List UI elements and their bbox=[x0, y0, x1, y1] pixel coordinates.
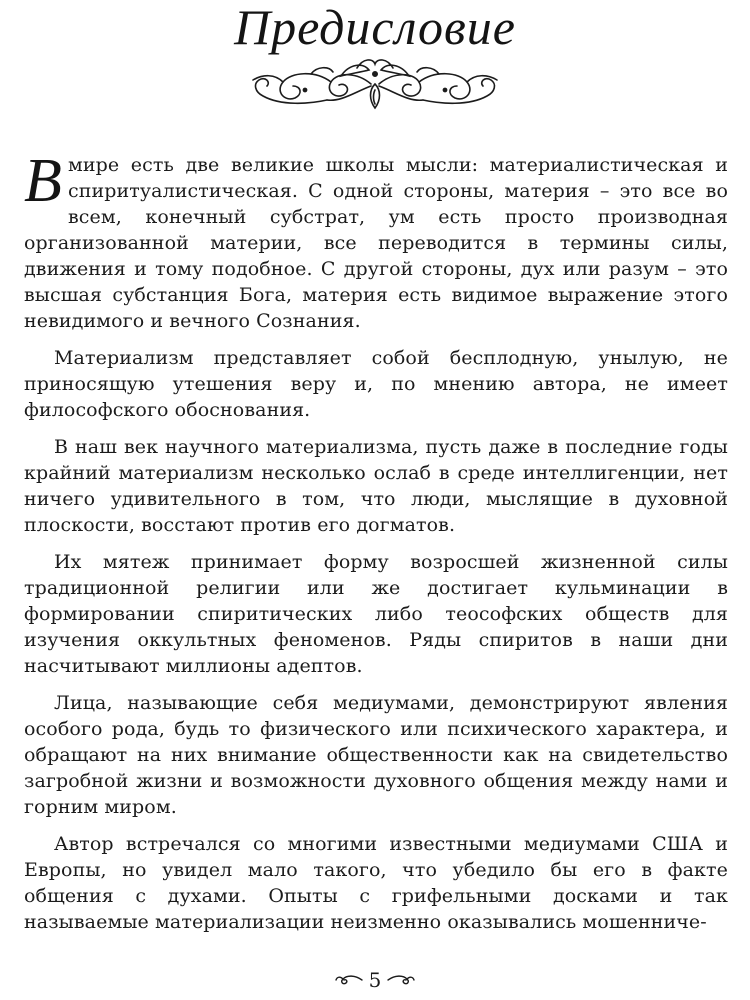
page-number: 5 bbox=[368, 968, 382, 992]
page-footer bbox=[0, 968, 750, 996]
body-text bbox=[24, 147, 728, 946]
paragraph-1-text: мире есть две великие школы мысли: материалистическая и спиритуалистическая. С одной стороны, материя – это все во всем, конечный субстрат, ум есть просто производная организованной материи, все переводится в термины силы, движения и тому подобное. С другой стороны, дух или разум – это высшая субстанция Бога, материя есть видимое выражение этого невидимого и вечного Сознания. bbox=[24, 154, 728, 332]
paragraph-4: Их мятеж принимает форму возросшей жизненной силы традиционной религии или же достигает кульминации в формировании спиритических либо теософских обществ для изучения оккультных феноменов. Ряды спиритов в наши дни насчитывают миллионы адептов. bbox=[24, 551, 728, 677]
paragraph-1 bbox=[24, 147, 728, 334]
page-title: Предисловие bbox=[234, 0, 516, 55]
drop-cap: В bbox=[24, 147, 62, 215]
flourish-ornament-icon bbox=[245, 50, 505, 112]
paragraph-2: Материализм представляет собой бесплодную, унылую, не приносящую утешения веру и, по мнению автора, не имеет философского обоснования. bbox=[24, 347, 728, 421]
footer-flourish-left-icon bbox=[335, 973, 363, 987]
footer-flourish-right-icon bbox=[387, 973, 415, 987]
paragraph-6: Автор встречался со многими известными медиумами США и Европы, но увидел мало такого, что убедило бы его в факте общения с духами. Опыты с грифельными досками и так называемые материализации неизменно оказывались мошенниче- bbox=[24, 833, 728, 933]
paragraph-5: Лица, называющие себя медиумами, демонстрируют явления особого рода, будь то физического или психического характера, и обращают на них внимание общественности как на свидетельство загробной жизни и возможности духовного общения между нами и горним миром. bbox=[24, 692, 728, 818]
paragraph-3: В наш век научного материализма, пусть даже в последние годы крайний материализм несколько ослаб в среде интеллигенции, нет ничего удивительного в том, что люди, мыслящие в духовной плоскости, восстают против его догматов. bbox=[24, 436, 728, 536]
